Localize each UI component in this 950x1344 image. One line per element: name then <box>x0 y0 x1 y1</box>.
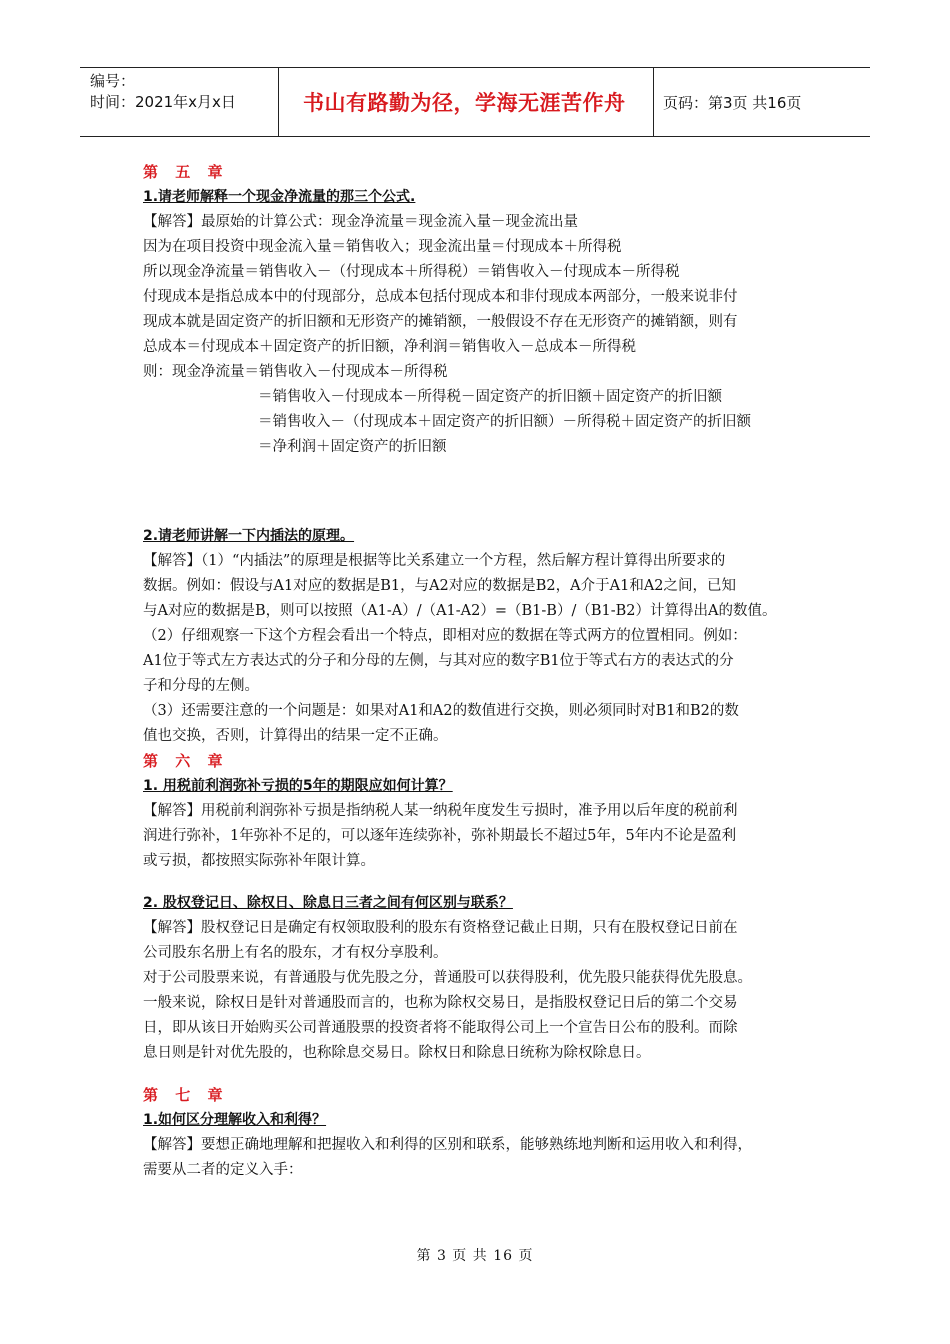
paragraph-line: 所以现金净流量＝销售收入－（付现成本＋所得税）＝销售收入－付现成本－所得税 <box>143 264 680 280</box>
paragraph-line: （3）还需要注意的一个问题是：如果对A1和A2的数值进行交换，则必须同时对B1和B2的数 <box>143 703 739 719</box>
chapter-heading: 第 六 章 <box>143 752 229 770</box>
document-number-label: 编号： <box>90 72 136 90</box>
paragraph-line: A1位于等式左方表达式的分子和分母的左侧，与其对应的数字B1位于等式右方的表达式的分 <box>143 653 734 669</box>
spacer <box>143 1066 815 1083</box>
paragraph-line: 则：现金净流量＝销售收入－付现成本－所得税 <box>143 364 448 380</box>
paragraph-line: 【解答】（1）“内插法”的原理是根据等比关系建立一个方程，然后解方程计算得出所要求的 <box>143 553 726 569</box>
document-date-label: 时间：2021年x月x日 <box>90 93 236 111</box>
paragraph-line: 对于公司股票来说，有普通股与优先股之分，普通股可以获得股利，优先股只能获得优先股息。 <box>143 970 752 986</box>
paragraph-line: 【解答】股权登记日是确定有权领取股利的股东有资格登记截止日期，只有在股权登记日前在 <box>143 920 738 936</box>
spacer <box>143 460 815 524</box>
paragraph-line: 现成本就是固定资产的折旧额和无形资产的摊销额，一般假设不存在无形资产的摊销额，则有 <box>143 314 738 330</box>
chapter-heading: 第 七 章 <box>143 1086 229 1104</box>
paragraph-line: 【解答】用税前利润弥补亏损是指纳税人某一纳税年度发生亏损时，准予用以后年度的税前利 <box>143 803 738 819</box>
question-heading: 1.如何区分理解收入和利得？ <box>143 1112 327 1128</box>
paragraph-line: 总成本＝付现成本＋固定资产的折旧额，净利润＝销售收入－总成本－所得税 <box>143 339 636 355</box>
question-heading: 1. 用税前利润弥补亏损的5年的期限应如何计算？ <box>143 778 453 794</box>
paragraph-line: 日，即从该日开始购买公司普通股票的投资者将不能取得公司上一个宣告日公布的股利。而除 <box>143 1020 738 1036</box>
paragraph-line: 或亏损，都按照实际弥补年限计算。 <box>143 853 375 869</box>
header-page-info: 页码：第3页 共16页 <box>663 93 802 112</box>
paragraph-line: （2）仔细观察一下这个方程会看出一个特点，即相对应的数据在等式两方的位置相同。例如： <box>143 628 747 644</box>
paragraph-line: 值也交换，否则，计算得出的结果一定不正确。 <box>143 728 448 744</box>
document-body <box>143 160 815 1183</box>
formula-line: ＝销售收入－付现成本－所得税－固定资产的折旧额＋固定资产的折旧额 <box>258 389 722 405</box>
paragraph-line: 数据。例如：假设与A1对应的数据是B1，与A2对应的数据是B2，A介于A1和A2之间，已知 <box>143 578 737 594</box>
paragraph-line: 与A对应的数据是B，则可以按照（A1-A）/（A1-A2）=（B1-B）/（B1-B2）计算得出A的数值。 <box>143 603 777 619</box>
header-motto: 书山有路勤为径，学海无涯苦作舟 <box>279 68 654 136</box>
header-left-cell <box>80 68 279 136</box>
formula-line: ＝净利润＋固定资产的折旧额 <box>258 439 447 455</box>
formula-line: ＝销售收入－（付现成本＋固定资产的折旧额）－所得税＋固定资产的折旧额 <box>258 414 751 430</box>
page-header <box>80 67 870 137</box>
paragraph-line: 子和分母的左侧。 <box>143 678 259 694</box>
paragraph-line: 润进行弥补，1年弥补不足的，可以逐年连续弥补，弥补期最长不超过5年，5年内不论是盈利 <box>143 828 737 844</box>
paragraph-line: 付现成本是指总成本中的付现部分，总成本包括付现成本和非付现成本两部分，一般来说非付 <box>143 289 738 305</box>
chapter-heading: 第 五 章 <box>143 163 229 181</box>
paragraph-line: 公司股东名册上有名的股东，才有权分享股利。 <box>143 945 448 961</box>
paragraph-line: 【解答】要想正确地理解和把握收入和利得的区别和联系，能够熟练地判断和运用收入和利得， <box>143 1137 752 1153</box>
paragraph-line: 因为在项目投资中现金流入量＝销售收入；现金流出量＝付现成本＋所得税 <box>143 239 622 255</box>
question-heading: 2. 股权登记日、除权日、除息日三者之间有何区别与联系？ <box>143 895 513 911</box>
paragraph-line: 【解答】最原始的计算公式：现金净流量＝现金流入量－现金流出量 <box>143 214 578 230</box>
paragraph-line: 一般来说，除权日是针对普通股而言的，也称为除权交易日，是指股权登记日后的第二个交易 <box>143 995 738 1011</box>
paragraph-line: 息日则是针对优先股的，也称除息交易日。除权日和除息日统称为除权除息日。 <box>143 1045 651 1061</box>
question-heading: 1.请老师解释一个现金净流量的那三个公式. <box>143 189 416 205</box>
page-footer: 第 3 页 共 16 页 <box>416 1248 534 1264</box>
paragraph-line: 需要从二者的定义入手： <box>143 1162 303 1178</box>
question-heading: 2.请老师讲解一下内插法的原理。 <box>143 528 355 544</box>
spacer <box>143 874 815 891</box>
